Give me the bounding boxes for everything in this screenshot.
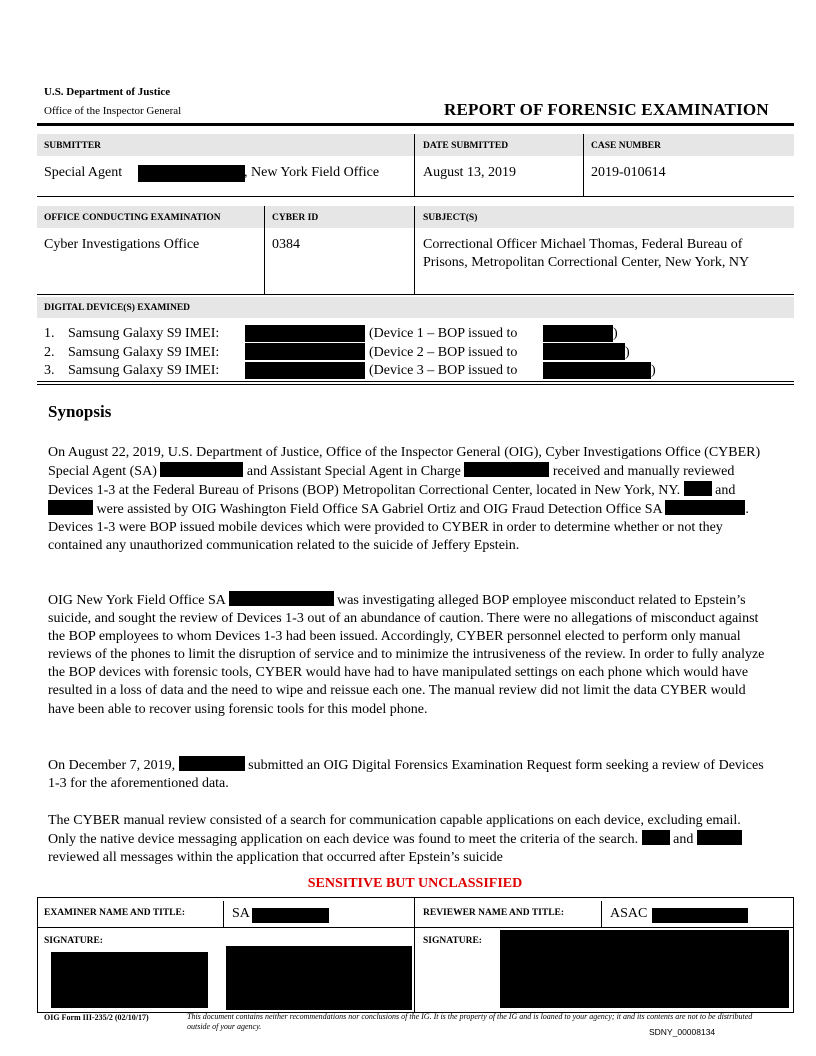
device-item: 2. Samsung Galaxy S9 IMEI:	[44, 345, 220, 360]
submitter-prefix: Special Agent	[44, 165, 123, 180]
row1-divider-1	[414, 134, 415, 196]
redaction	[226, 946, 412, 1010]
redaction	[665, 500, 745, 515]
redaction	[245, 362, 365, 379]
examiner-label: EXAMINER NAME AND TITLE:	[44, 908, 186, 918]
redaction	[48, 500, 93, 515]
bates-number: SDNY_00008134	[649, 1027, 716, 1037]
date-submitted-label: DATE SUBMITTED	[423, 141, 509, 151]
cyber-id-label: CYBER ID	[272, 213, 319, 223]
row2-bottom-rule	[37, 294, 794, 295]
redaction	[642, 830, 670, 845]
examiner-prefix: SA	[232, 906, 250, 921]
devices-bottom-rule-2	[37, 384, 794, 385]
footer-disclaimer: This document contains neither recommendations nor conclusions of the IG. It is the property of the IG and is loaned to your agency; it and its contents are not to be distributed outside of your agency.	[187, 1012, 753, 1031]
redaction	[245, 343, 365, 360]
submitter-label: SUBMITTER	[44, 141, 102, 151]
office-conducting-value: Cyber Investigations Office	[44, 237, 200, 252]
device-note: (Device 1 – BOP issued to	[369, 326, 518, 341]
device-note-close: )	[613, 326, 618, 341]
classification-marking: SENSITIVE BUT UNCLASSIFIED	[307, 876, 523, 891]
redaction	[500, 930, 789, 1008]
redaction	[697, 830, 742, 845]
row2-divider-2	[414, 206, 415, 294]
redaction	[160, 462, 243, 477]
reviewer-value-box	[601, 901, 794, 927]
signoff-left-border	[37, 897, 38, 1013]
device-item: 3. Samsung Galaxy S9 IMEI:	[44, 363, 220, 378]
form-number: OIG Form III-235/2 (02/10/17)	[44, 1013, 149, 1022]
reviewer-signature-label: SIGNATURE:	[423, 936, 482, 946]
redaction	[138, 165, 245, 182]
row1-bottom-rule	[37, 196, 794, 197]
signoff-top-rule	[37, 897, 794, 898]
date-submitted-value: August 13, 2019	[423, 165, 516, 180]
device-note-close: )	[651, 363, 656, 378]
device-note: (Device 2 – BOP issued to	[369, 345, 518, 360]
header-rule	[37, 123, 794, 126]
synopsis-paragraph-1: On August 22, 2019, U.S. Department of Justice, Office of the Inspector General (OIG), Cyber Investigations Office (CYBER) Special Agent (SA) and Assistant Special Agent in Charge received and manually reviewed Devices 1-3 at the Federal Bureau of Prisons (BOP) Metropolitan Correctional Center, located in New York, NY. and were assisted by OIG Washington Field Office SA Gabriel Ortiz and OIG Fraud Detection Office SA . Devices 1-3 were BOP issued mobile devices which were provided to CYBER in order to determine whether or not they contained any unauthorized communication related to the suicide of Jeffery Epstein.	[48, 445, 761, 554]
office-conducting-label: OFFICE CONDUCTING EXAMINATION	[44, 213, 221, 223]
redaction	[543, 343, 625, 360]
device-item: 1. Samsung Galaxy S9 IMEI:	[44, 326, 220, 341]
synopsis-paragraph-2: OIG New York Field Office SA was investigating alleged BOP employee misconduct related to Epstein’s suicide, and sought the review of Devices 1-3 out of an abundance of caution. There were no allegations of misconduct against the BOP employees to whom Devices 1-3 had been issued. Accordingly, CYBER personnel elected to perform only manual reviews of the phones to limit the disruption of service and to minimize the intrusiveness of the review. In order to fully analyze the BOP devices with forensic tools, CYBER would have had to have manipulated settings on each phone which would have resulted in a loss of data and the need to wipe and reissue each one. The manual review did not limit the data CYBER would have been able to recover using forensic tools for this model phone.	[48, 593, 765, 717]
redaction	[684, 481, 712, 496]
devices-bottom-rule-1	[37, 381, 794, 382]
redaction	[464, 462, 549, 477]
subjects-value: Correctional Officer Michael Thomas, Federal Bureau of Prisons, Metropolitan Correctional Center, New York, NY	[423, 237, 750, 270]
synopsis-paragraph-3: On December 7, 2019, submitted an OIG Digital Forensics Examination Request form seeking a review of Devices 1-3 for the aforementioned data.	[48, 758, 764, 792]
signoff-middle-rule	[37, 927, 794, 928]
row2-divider-1	[264, 206, 265, 294]
office-name: Office of the Inspector General	[44, 105, 182, 117]
cyber-id-value: 0384	[272, 237, 300, 252]
synopsis-heading: Synopsis	[48, 402, 112, 421]
redaction	[652, 908, 748, 923]
report-title: REPORT OF FORENSIC EXAMINATION	[444, 100, 769, 119]
case-number-label: CASE NUMBER	[591, 141, 661, 151]
redaction	[252, 908, 329, 923]
redaction	[543, 362, 651, 379]
case-number-value: 2019-010614	[591, 165, 666, 180]
subjects-label: SUBJECT(S)	[423, 213, 478, 223]
redaction	[51, 952, 208, 1008]
row1-divider-2	[583, 134, 584, 196]
redaction	[179, 756, 245, 771]
reviewer-prefix: ASAC	[610, 906, 648, 921]
agency-name: U.S. Department of Justice	[44, 86, 171, 98]
synopsis-paragraph-4: The CYBER manual review consisted of a search for communication capable applications on each device, excluding email. Only the native device messaging application on each device was found to meet the criteria of the search. and reviewed all messages within the application that occurred after Epstein’s suicide	[48, 813, 741, 866]
examiner-signature-label: SIGNATURE:	[44, 936, 103, 946]
device-note-close: )	[625, 345, 630, 360]
redaction	[229, 591, 334, 606]
device-note: (Device 3 – BOP issued to	[369, 363, 518, 378]
redaction	[245, 325, 365, 342]
reviewer-label: REVIEWER NAME AND TITLE:	[423, 908, 565, 918]
examiner-value-box	[223, 901, 415, 927]
devices-label: DIGITAL DEVICE(S) EXAMINED	[44, 303, 191, 313]
submitter-suffix: , New York Field Office	[244, 165, 380, 180]
redaction	[543, 325, 613, 342]
